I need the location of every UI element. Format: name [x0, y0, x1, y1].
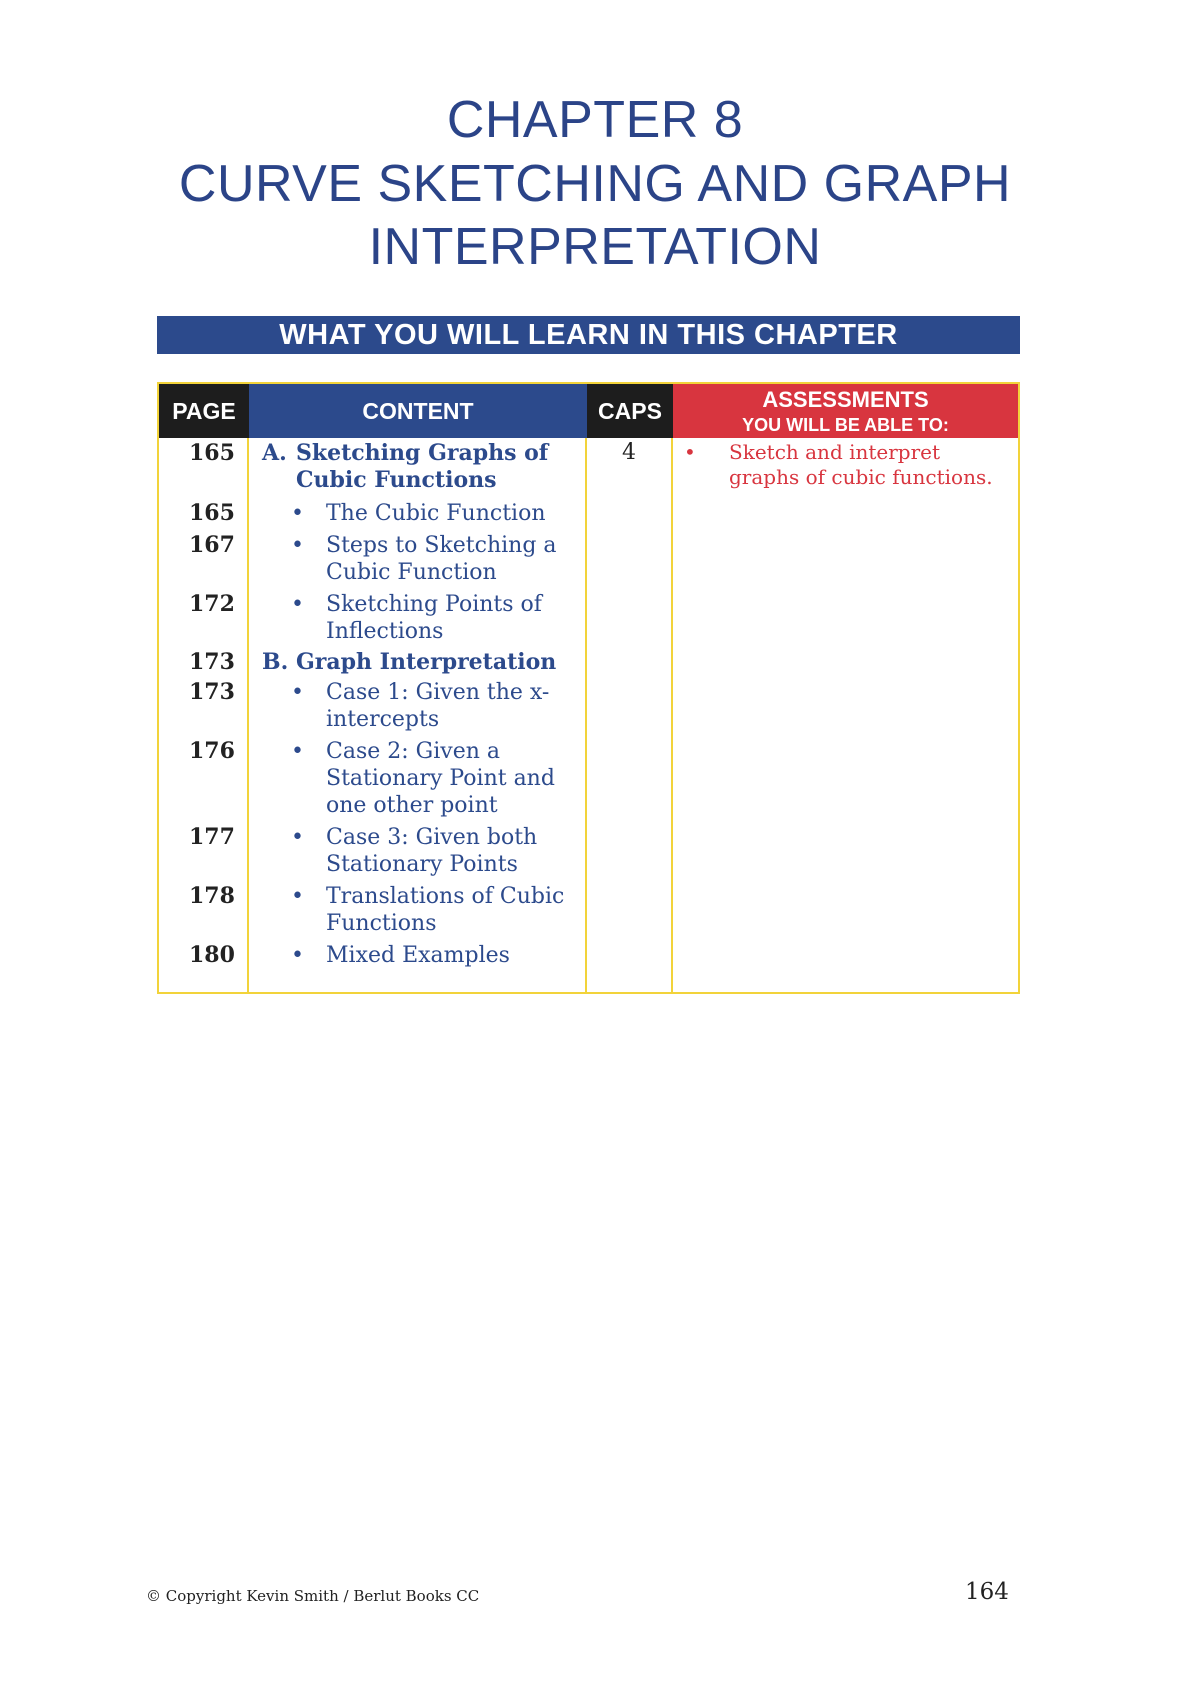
list-item-text: Case 2: Given a Stationary Point and one other point	[326, 739, 555, 818]
bullet-icon: •	[291, 592, 304, 617]
item-page-number: 167	[189, 532, 235, 558]
item-page-number: 165	[189, 500, 235, 526]
item-page-number: 176	[189, 738, 235, 764]
section-heading	[262, 440, 549, 493]
section-page-number: 173	[189, 649, 235, 675]
header-assessments-subtitle: YOU WILL BE ABLE TO:	[742, 415, 949, 435]
list-item-text: The Cubic Function	[326, 501, 546, 526]
item-page-number: 178	[189, 883, 235, 909]
list-item-text: Steps to Sketching a Cubic Function	[326, 533, 557, 585]
copyright-notice: © Copyright Kevin Smith / Berlut Books CC	[146, 1587, 480, 1605]
list-item-text: Translations of Cubic Functions	[326, 884, 565, 936]
header-content: CONTENT	[249, 384, 587, 438]
bullet-icon: •	[684, 440, 696, 464]
section-title: Sketching Graphs of Cubic Functions	[296, 440, 549, 493]
header-assessments	[673, 384, 1018, 438]
chapter-title-line1: CURVE SKETCHING AND GRAPH	[178, 155, 1012, 213]
list-item-text: Mixed Examples	[326, 943, 510, 968]
list-item-text: Case 1: Given the x-intercepts	[326, 680, 550, 732]
section-letter: A.	[262, 440, 287, 466]
item-page-number: 180	[189, 942, 235, 968]
item-page-number: 173	[189, 679, 235, 705]
section-page-number: 165	[189, 440, 235, 466]
section-title: Graph Interpretation	[296, 649, 557, 675]
header-caps: CAPS	[587, 384, 673, 438]
bullet-icon: •	[291, 884, 304, 909]
learning-banner: WHAT YOU WILL LEARN IN THIS CHAPTER	[157, 316, 1020, 354]
section-heading	[262, 649, 557, 676]
list-item-text: Case 3: Given both Stationary Points	[326, 825, 538, 877]
bullet-icon: •	[291, 943, 304, 968]
chapter-number: CHAPTER 8	[446, 91, 744, 149]
header-page: PAGE	[159, 384, 249, 438]
column-divider	[671, 438, 673, 992]
header-assessments-title: ASSESSMENTS	[762, 387, 929, 412]
bullet-icon: •	[291, 501, 304, 526]
section-letter: B.	[262, 649, 289, 675]
assessment-text: Sketch and interpret graphs of cubic functions.	[729, 440, 993, 489]
item-page-number: 172	[189, 591, 235, 617]
bullet-icon: •	[291, 739, 304, 764]
item-page-number: 177	[189, 824, 235, 850]
page-number: 164	[965, 1579, 1009, 1605]
caps-value: 4	[622, 440, 636, 465]
column-divider	[247, 438, 249, 992]
bullet-icon: •	[291, 680, 304, 705]
bullet-icon: •	[291, 533, 304, 558]
chapter-contents-table	[157, 382, 1020, 994]
bullet-icon: •	[291, 825, 304, 850]
chapter-title-line2: INTERPRETATION	[368, 218, 822, 276]
list-item-text: Sketching Points of Inflections	[326, 592, 542, 644]
